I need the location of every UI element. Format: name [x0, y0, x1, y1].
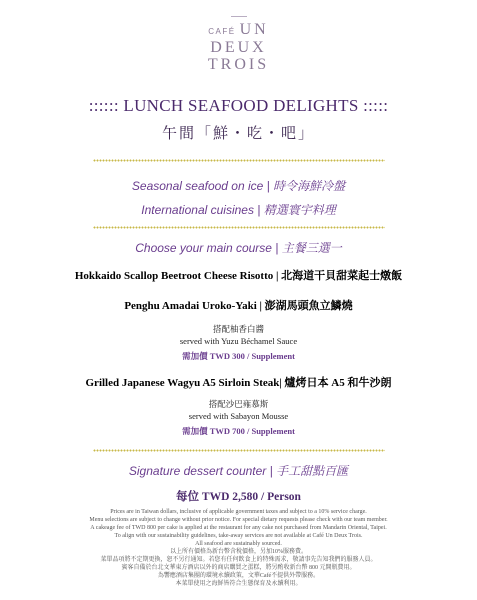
- logo-rule: [231, 16, 247, 17]
- wagyu-pairing-zh: 搭配沙巴雍慕斯: [208, 399, 269, 409]
- logo: [0, 16, 477, 73]
- fineprint-line: 為響應酒店集團的環境永續政策，文華Café不提供外帶服務。: [157, 573, 320, 579]
- menu-title: :::::: LUNCH SEAFOOD DELIGHTS :::::: [88, 96, 389, 115]
- divider-1: [93, 159, 385, 163]
- logo-cafe: CAFÉ: [208, 27, 236, 36]
- fineprint-line: 本菜單使用之海鮮皆符合生態保育及永續利用。: [175, 581, 302, 587]
- logo-trois: TROIS: [207, 56, 270, 73]
- fineprint-line: 賓客自備於台北文華東方酒店以外的商店購買之蛋糕，將另酌收新台幣 800 元開瓶費用。: [121, 565, 356, 571]
- fineprint-line: 菜單品項將不定期更換，恕不另行通知。若您有任何飲食上的特殊需求，敬請事先告知我們的服務人員。: [100, 557, 377, 563]
- dish-wagyu: Grilled Japanese Wagyu A5 Sirloin Steak| 爐烤日本 A5 和牛沙朗: [85, 377, 392, 389]
- amadai-pairing-en: served with Yuzu Béchamel Sauce: [179, 336, 298, 346]
- fineprint-line: A cakeage fee of TWD 800 per cake is applied at the restaurant for any cake not purchased from Mandarin Oriental, Taipei.: [90, 525, 387, 531]
- dish-amadai: Penghu Amadai Uroko-Yaki | 澎湖馬頭魚立鱗燒: [124, 300, 353, 312]
- fineprint-line: Prices are in Taiwan dollars, inclusive of applicable government taxes and subject to a 10% service charge.: [110, 509, 367, 515]
- fineprint-line: To align with our sustainability guidelines, take-away services are not available at Café Un Deux Trois.: [114, 533, 363, 539]
- price-per-person: 每位 TWD 2,580 / Person: [176, 491, 301, 503]
- section-seafood: Seasonal seafood on ice | 時令海鮮冷盤: [131, 179, 346, 193]
- divider-3: [93, 449, 385, 453]
- logo-deux: DEUX: [210, 39, 267, 56]
- wagyu-pairing-en: served with Sabayon Mousse: [188, 411, 289, 421]
- amadai-pairing-zh: 搭配柚香白醬: [212, 324, 264, 334]
- fineprint-line: All seafood are sustainably sourced.: [195, 541, 282, 547]
- amadai-supplement: 需加價 TWD 300 / Supplement: [182, 351, 295, 361]
- fineprint-line: Menu selections are subject to change without prior notice. For special dietary requests please check with our team member.: [89, 517, 388, 523]
- fineprint-line: 以上所有價格為新台幣含稅價格，另加10%服務費。: [170, 549, 307, 555]
- divider-2: [93, 226, 385, 230]
- section-dessert: Signature dessert counter | 手工甜點百匯: [128, 464, 349, 478]
- logo-un: UN: [239, 21, 269, 38]
- fineprint: [0, 508, 477, 588]
- menu-subtitle: 午間「鮮・吃・吧」: [161, 124, 315, 142]
- wagyu-supplement: 需加價 TWD 700 / Supplement: [182, 426, 295, 436]
- section-international: International cuisines | 精選寰宇料理: [141, 203, 336, 217]
- dish-risotto: Hokkaido Scallop Beetroot Cheese Risotto | 北海道干貝甜菜起士燉飯: [74, 270, 403, 282]
- section-main-course: Choose your main course | 主餐三選一: [135, 241, 342, 255]
